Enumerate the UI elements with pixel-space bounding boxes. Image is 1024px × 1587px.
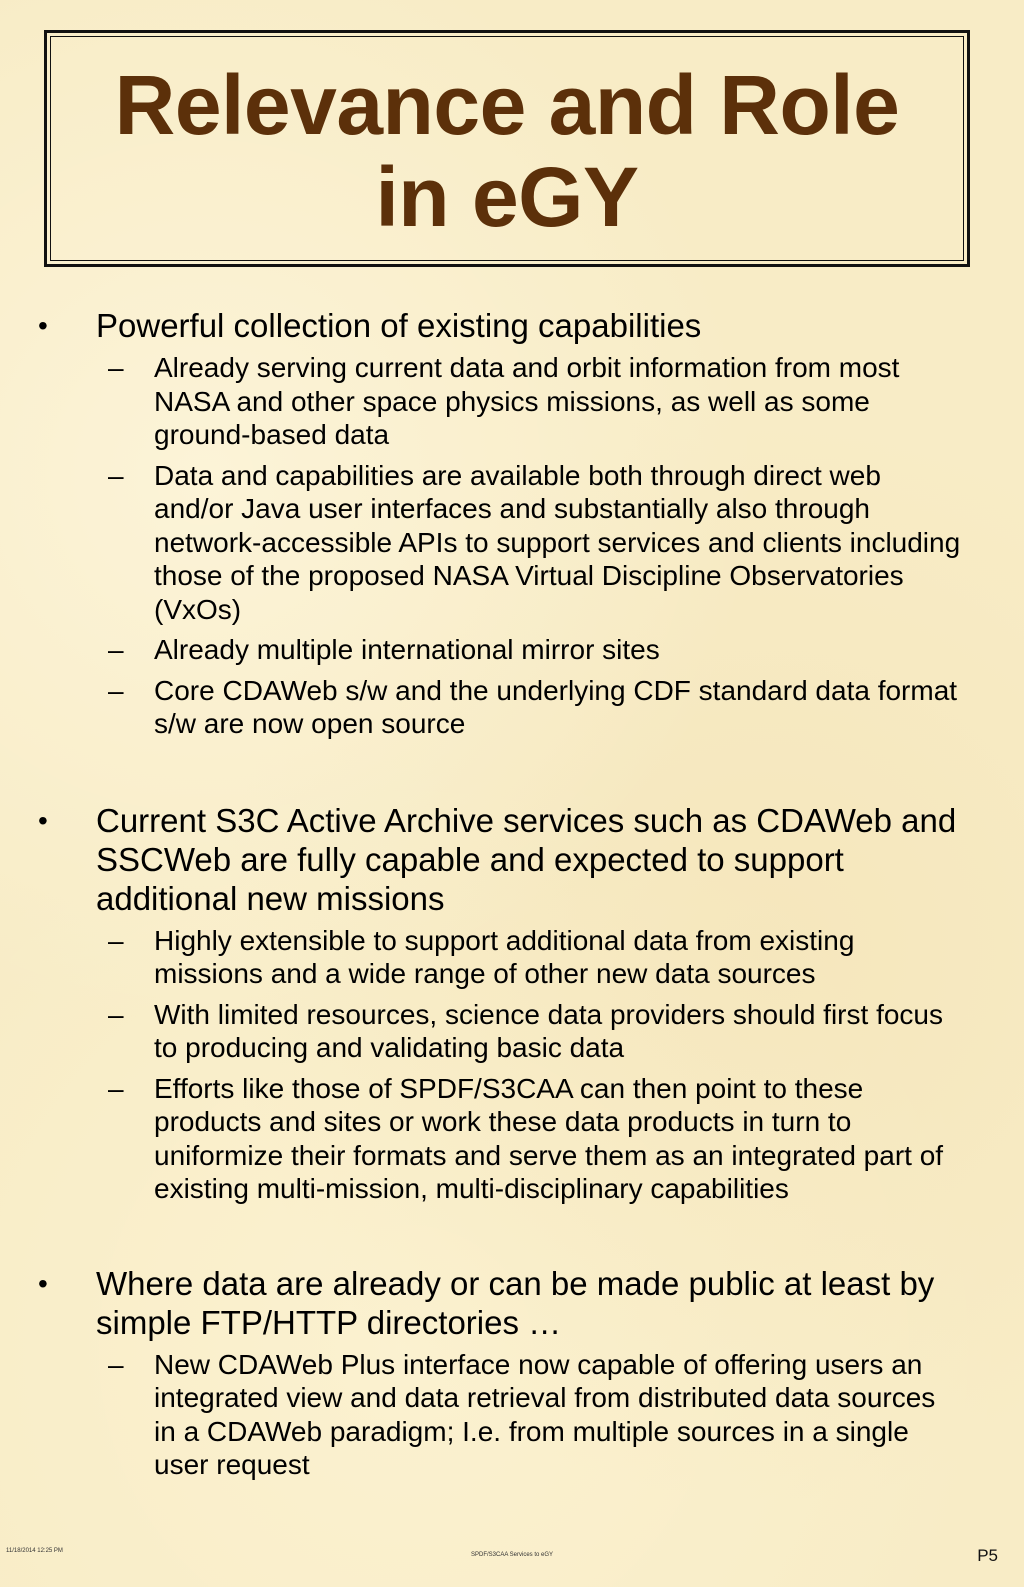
footer-center-label: SPDF/S3CAA Services to eGY bbox=[470, 1552, 554, 1558]
bullet-list bbox=[0, 306, 1024, 1489]
page-number: P5 bbox=[977, 1546, 998, 1565]
sub-text: Efforts like those of SPDF/S3CAA can then point to these products and sites or work these data products in turn to uniformize their formats and serve them as an integrated part of existing multi-mission, multi-disciplinary capabilities bbox=[154, 1072, 944, 1204]
title-box bbox=[44, 30, 970, 267]
sub-list bbox=[0, 351, 1024, 741]
sub-item bbox=[0, 459, 1024, 627]
dash-marker: – bbox=[108, 998, 124, 1030]
sub-item bbox=[0, 924, 1024, 991]
sub-item bbox=[0, 674, 1024, 741]
bullet-text: Where data are already or can be made public at least by simple FTP/HTTP directories … bbox=[96, 1264, 935, 1341]
bullet-dot: • bbox=[38, 804, 48, 836]
bullet-item bbox=[0, 306, 1024, 345]
bullet-item bbox=[0, 1264, 1024, 1342]
sub-item bbox=[0, 1348, 1024, 1482]
dash-marker: – bbox=[108, 459, 124, 491]
sub-list bbox=[0, 924, 1024, 1206]
dash-marker: – bbox=[108, 634, 124, 665]
sub-list bbox=[0, 1348, 1024, 1482]
sub-item bbox=[0, 998, 1024, 1065]
bullet-item bbox=[0, 801, 1024, 918]
bullet-text: Current S3C Active Archive services such as CDAWeb and SSCWeb are fully capable and expected to support additional new missions bbox=[96, 801, 957, 917]
bullet-dot: • bbox=[38, 1267, 48, 1299]
title-line-2: in eGY bbox=[375, 150, 639, 244]
bullet-dot: • bbox=[38, 310, 48, 341]
footer-timestamp: 11/18/2014 12:25 PM bbox=[6, 1548, 63, 1554]
sub-text: New CDAWeb Plus interface now capable of offering users an integrated view and data retrieval from distributed data sources in a CDAWeb paradigm; I.e. from multiple sources in a single user request bbox=[154, 1348, 936, 1480]
dash-marker: – bbox=[108, 1072, 124, 1104]
dash-marker: – bbox=[108, 674, 124, 706]
dash-marker: – bbox=[108, 1348, 124, 1380]
sub-item bbox=[0, 351, 1024, 452]
sub-text: With limited resources, science data providers should first focus to producing and validating basic data bbox=[154, 998, 943, 1063]
dash-marker: – bbox=[108, 352, 124, 383]
sub-text: Data and capabilities are available both through direct web and/or Java user interfaces and substantially also through network-accessible APIs to support services and clients including those of the proposed NASA Virtual Discipline Observatories (VxOs) bbox=[154, 459, 961, 625]
page-title bbox=[47, 59, 967, 243]
dash-marker: – bbox=[108, 924, 124, 956]
sub-item bbox=[0, 1072, 1024, 1206]
title-line-1: Relevance and Role bbox=[114, 58, 900, 152]
sub-text: Already multiple international mirror sites bbox=[154, 634, 660, 665]
sub-text: Core CDAWeb s/w and the underlying CDF standard data format s/w are now open source bbox=[154, 674, 958, 739]
sub-item bbox=[0, 633, 1024, 667]
sub-text: Already serving current data and orbit information from most NASA and other space physics missions, as well as some ground-based data bbox=[154, 352, 900, 450]
sub-text: Highly extensible to support additional data from existing missions and a wide range of other new data sources bbox=[154, 924, 855, 989]
bullet-text: Powerful collection of existing capabilities bbox=[96, 307, 702, 344]
